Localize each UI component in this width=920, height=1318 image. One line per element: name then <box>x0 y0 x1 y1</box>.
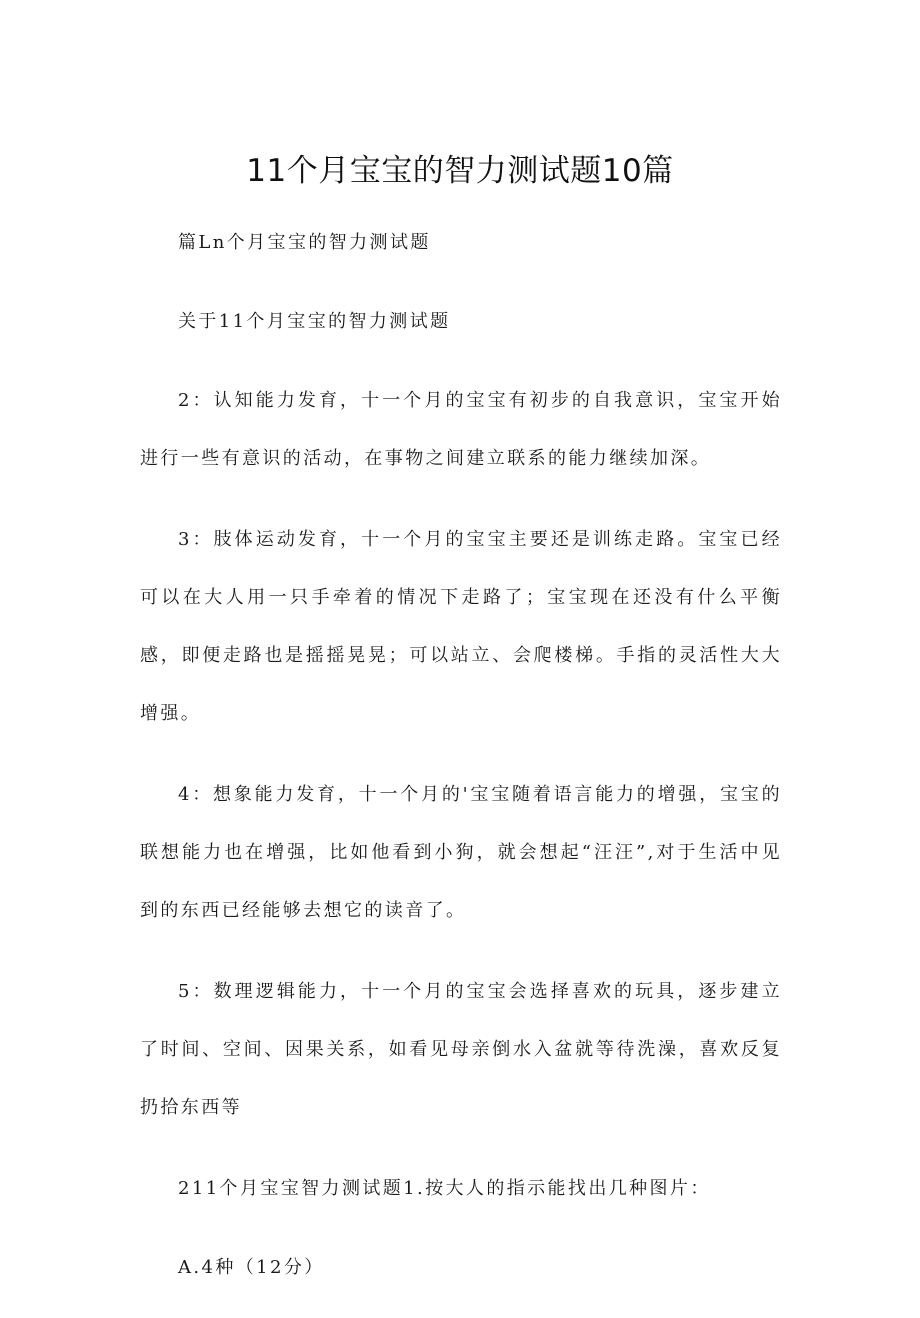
paragraph: 篇Ln个月宝宝的智力测试题 <box>178 232 431 253</box>
paragraph: 5：数理逻辑能力，十一个月的宝宝会选择喜欢的玩具，逐步建立了时间、空间、因果关系，如看见母亲倒水入盆就等待洗澡，喜欢反复扔拾东西等 <box>140 981 782 1118</box>
paragraph: 2：认知能力发育，十一个月的宝宝有初步的自我意识，宝宝开始进行一些有意识的活动，在事物之间建立联系的能力继续加深。 <box>140 390 782 469</box>
document-body <box>140 214 782 1318</box>
paragraph: 关于11个月宝宝的智力测试题 <box>178 311 451 332</box>
paragraph: A.4种（12分） <box>178 1257 325 1278</box>
paragraph: 211个月宝宝智力测试题1.按大人的指示能找出几种图片： <box>178 1178 711 1199</box>
document-title: 11个月宝宝的智力测试题10篇 <box>246 153 674 189</box>
paragraph: 3：肢体运动发育，十一个月的宝宝主要还是训练走路。宝宝已经可以在大人用一只手牵着的情况下走路了；宝宝现在还没有什么平衡感，即便走路也是摇摇晃晃；可以站立、会爬楼梯。手指的灵活性大大增强。 <box>140 529 782 724</box>
paragraph: 4：想象能力发育，十一个月的'宝宝随着语言能力的增强，宝宝的联想能力也在增强，比如他看到小狗，就会想起“汪汪”,对于生活中见到的东西已经能够去想它的读音了。 <box>140 784 782 921</box>
